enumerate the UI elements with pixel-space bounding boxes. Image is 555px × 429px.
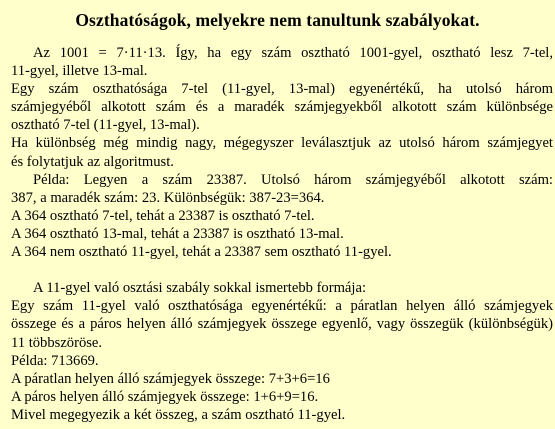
text-line: A 364 nem osztható 11-gyel, tehát a 23387 sem osztható 11-gyel. xyxy=(11,244,392,261)
text-line: 387, a maradék szám: 23. Különbségük: 387-23=364. xyxy=(11,189,325,206)
text-line: Az 1001 = 7·11·13. Így, ha egy szám osztható 1001-gyel, osztható lesz 7-tel, xyxy=(33,45,553,61)
text-line: 11 többszöröse. xyxy=(11,334,103,351)
text-line: Példa: 713669. xyxy=(11,352,99,369)
text-line: A páratlan helyen álló számjegyek összege: 7+3+6=16 xyxy=(11,370,330,387)
text-line: A 364 osztható 13-mal, tehát a 23387 is osztható 13-mal. xyxy=(11,225,344,242)
text-line: Mivel megegyezik a két összeg, a szám osztható 11-gyel. xyxy=(11,406,346,423)
text-line: Ha különbség még mindig nagy, mégegyszer leválasztjuk az utolsó három számjegyet xyxy=(11,135,553,152)
text-line: A 11-gyel való osztási szabály sokkal ismertebb formája: xyxy=(33,280,366,297)
text-line: összege és a páros helyen álló számjegyek összege egyenlő, vagy összegük (különbségük) xyxy=(11,316,553,333)
text-line: Egy szám 11-gyel való oszthatósága egyenértékű: a páratlan helyen álló számjegyek xyxy=(11,298,553,315)
text-line: A páros helyen álló számjegyek összege: 1+6+9=16. xyxy=(11,388,319,405)
document-title: Oszthatóságok, melyekre nem tanultunk szabályokat. xyxy=(75,10,480,30)
text-line: A 364 osztható 7-tel, tehát a 23387 is osztható 7-tel. xyxy=(11,207,315,224)
text-line: Egy szám oszthatósága 7-tel (11-gyel, 13-mal) egyenértékű, ha utolsó három xyxy=(11,81,553,98)
text-line: számjegyéből alkotott szám és a maradék számjegyekből alkotott szám különbsége xyxy=(11,99,553,116)
blank-line xyxy=(11,261,553,279)
document-body xyxy=(11,44,553,424)
text-line: osztható 7-tel (11-gyel, 13-mal). xyxy=(11,117,200,134)
text-line: 11-gyel, illetve 13-mal. xyxy=(11,63,148,80)
text-line: és folytatjuk az algoritmust. xyxy=(11,153,174,170)
text-line: Példa: Legyen a szám 23387. Utolsó három számjegyéből alkotott szám: xyxy=(33,171,553,188)
